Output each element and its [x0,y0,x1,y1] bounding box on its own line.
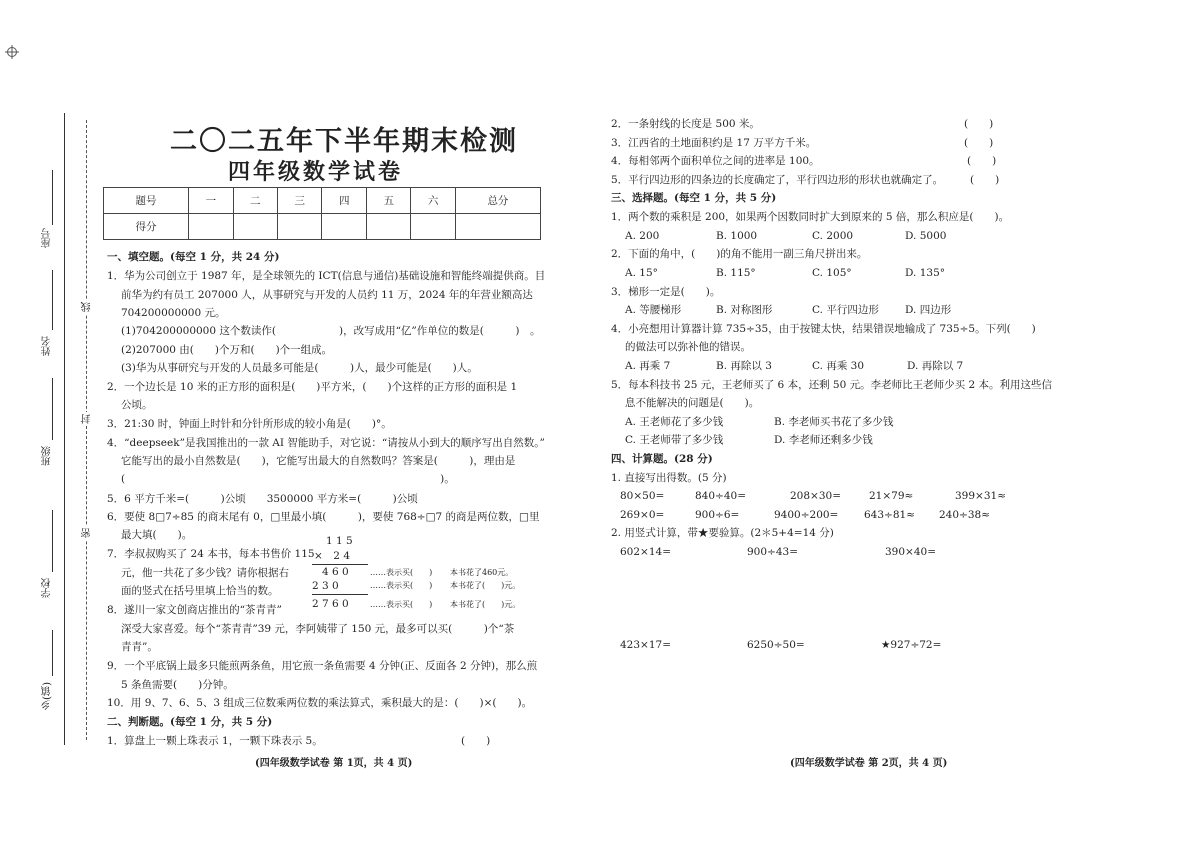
crosshair-icon [5,45,19,59]
choice-4-text: 的做法可以弥补他的错误。 [625,341,751,353]
vertical-calc-item: 602×14= [620,546,671,558]
score-table-header: 四 [322,188,366,214]
q10-text: 10．用 9、7、6、5、3 组成三位数乘两位数的乘法算式，乘积最大的是：( )×( )。 [107,697,533,709]
choice-2-option[interactable]: C. 105° [812,267,852,279]
judge-2-text: 2．一条射线的长度是 500 米。 [611,118,760,130]
choice-1-option[interactable]: D. 5000 [905,230,947,242]
section-1-title: 一、填空题。(每空 1 分，共 24 分) [107,251,280,263]
vertical-calc-row: 2 3 0 [312,580,339,592]
oral-calc-item: 643÷81≈ [864,509,915,521]
registration-mark [5,44,19,58]
oral-calc-item: 900÷6= [695,509,740,521]
seat-number-label: 座号 [42,228,53,248]
exam-subtitle: 四年级数学试卷 [228,159,404,185]
choice-2-option[interactable]: D. 135° [905,267,946,279]
vertical-calc-item: 423×17= [620,639,671,651]
school-blank [52,510,53,572]
vertical-calc-note: 本书花了( )元。 [450,581,521,590]
q1-text: 1．华为公司创立于 1987 年，是全球领先的 ICT(信息与通信)基础设施和智能终端提供商。目 [107,270,546,282]
vertical-calc-row: 4 6 0 [322,566,349,578]
class-blank [52,378,53,440]
score-table-header: 题号 [104,188,189,214]
choice-4-option[interactable]: A. 再乘 7 [625,360,671,372]
vertical-calc-item: ★927÷72= [881,639,942,651]
judge-3-text: 3．江西省的土地面积约是 17 万平方千米。 [611,137,817,149]
judge-4-answer-paren[interactable]: ( ) [967,155,997,167]
choice-5-option[interactable]: B. 李老师买书花了多少钱 [774,416,894,428]
score-row-label: 得分 [104,214,189,240]
exam-title: 二〇二五年下半年期末检测 [170,126,518,157]
score-cell[interactable] [189,214,233,240]
section-3-title: 三、选择题。(每空 1 分，共 5 分) [611,192,777,204]
vertical-calc-note: ……表示买( ) [370,581,433,590]
page-2-footer: (四年级数学试卷 第 2页，共 4 页) [790,758,948,769]
vertical-calc-note: 本书花了460元。 [450,568,514,577]
vertical-calc-row: 2 7 6 0 [312,598,349,610]
section-2-title: 二、判断题。(每空 1 分，共 5 分) [107,716,273,728]
oral-calc-item: 21×79≈ [869,490,914,502]
judge-3-answer-paren[interactable]: ( ) [964,137,994,149]
judge-4-text: 4．每相邻两个面积单位之间的进率是 100。 [611,155,820,167]
name-label: 姓名 [42,336,53,356]
choice-1-option[interactable]: A. 200 [625,230,660,242]
q9-text: 5 条鱼需要( )分钟。 [121,679,234,691]
oral-calc-item: 9400÷200= [774,509,839,521]
name-blank [52,270,53,330]
town-blank [52,630,53,676]
judge-5-text: 5．平行四边形的四条边的长度确定了，平行四边形的形状也就确定了。 [611,174,944,186]
q7-text: 元，他一共花了多少钱？请你根据右 [121,567,289,579]
score-cell[interactable] [411,214,455,240]
q5-text: 5．6 平方千米=( )公顷 3500000 平方米=( )公顷 [107,493,418,505]
choice-5-option[interactable]: A. 王老师花了多少钱 [625,416,724,428]
vertical-calc-row: × 2 4 [314,550,350,562]
calc-part-2-title: 2. 用竖式计算，带★要验算。(2＊5+4=14 分) [611,527,834,539]
choice-5-text: 5．每本科技书 25 元，王老师买了 6 本，还剩 50 元。李老师比王老师少买 2 本。利用这些信 [611,379,1052,391]
binding-mark-xian: 线 [82,302,93,312]
oral-calc-item: 269×0= [620,509,665,521]
vertical-calc-item: 390×40= [885,546,936,558]
binding-line-dashed [86,120,87,740]
vertical-calc-note: ……表示买( ) [370,600,433,609]
page-1-footer: (四年级数学试卷 第 1页，共 4 页) [255,758,413,769]
oral-calc-item: 399×31≈ [955,490,1006,502]
q7-text: 面的竖式在括号里填上恰当的数。 [121,585,279,597]
score-table-header: 六 [411,188,455,214]
score-cell[interactable] [455,214,540,240]
score-table-header: 一 [189,188,233,214]
q2-text: 2．一个边长是 10 米的正方形的面积是( )平方米，( )个这样的正方形的面积是 1 [107,381,518,393]
score-cell[interactable] [322,214,366,240]
choice-4-option[interactable]: B. 再除以 3 [716,360,772,372]
oral-calc-item: 80×50= [620,490,665,502]
q6-text: 最大填( )。 [121,529,193,541]
choice-3-option[interactable]: D. 四边形 [905,304,952,316]
choice-5-text: 息不能解决的问题是( )。 [625,397,760,409]
vertical-calc-rule [312,564,368,565]
choice-4-option[interactable]: D. 再除以 7 [907,360,964,372]
binding-mark-mi: 密 [82,528,93,538]
choice-5-option[interactable]: C. 王老师带了多少钱 [625,434,724,446]
vertical-calc-item: 900÷43= [747,546,798,558]
score-cell[interactable] [233,214,277,240]
vertical-calc-note: 本书花了( )元。 [450,600,521,609]
score-cell[interactable] [366,214,410,240]
q9-text: 9．一个平底锅上最多只能煎两条鱼，用它煎一条鱼需要 4 分钟(正、反面各 2 分钟)，那么煎 [107,660,538,672]
q6-text: 6．要使 8□7÷85 的商末尾有 0，□里最小填( )，要使 768÷□7 的商是两位数，□里 [107,511,540,523]
q3-text: 3．21:30 时，钟面上时针和分针所形成的较小角是( )°。 [107,418,392,430]
q1-text: 704200000000 元。 [121,307,226,319]
q1-text: 前华为约有员工 207000 人，从事研究与开发的人员约 11 万，2024 年的年营业额高达 [121,289,533,301]
score-cell[interactable] [278,214,322,240]
binding-line-outer [64,113,65,745]
choice-3-option[interactable]: A. 等腰梯形 [625,304,682,316]
town-label: 乡(镇) [42,682,53,710]
q7-text: 7．李叔叔购买了 24 本书，每本书售价 115 [107,548,315,560]
judge-1-text: 1．算盘上一颗上珠表示 1，一颗下珠表示 5。 [107,735,323,747]
score-table [103,187,541,240]
q2-text: 公顷。 [121,399,153,411]
choice-4-option[interactable]: C. 再乘 30 [812,360,865,372]
q1-sub-1: (1)704200000000 这个数读作( )，改写成用“亿”作单位的数是( ) 。 [121,325,541,337]
score-table-header: 总分 [455,188,540,214]
choice-1-text: 1．两个数的乘积是 200，如果两个因数同时扩大到原来的 5 倍，那么积应是( )。 [611,211,1010,223]
choice-2-option[interactable]: A. 15° [625,267,658,279]
choice-1-option[interactable]: B. 1000 [716,230,758,242]
score-table-header: 五 [366,188,410,214]
binding-mark-feng: 封 [82,414,93,424]
q4-text: 它能写出的最小自然数是( )，它能写出最大的自然数吗？答案是( )，理由是 [121,455,516,467]
q4-text: ( )。 [121,473,455,485]
q1-sub-2: (2)207000 由( )个万和( )个一组成。 [121,344,333,356]
vertical-calc-item: 6250÷50= [747,639,805,651]
judge-5-answer-paren[interactable]: ( ) [970,174,1000,186]
q1-sub-3: (3)华为从事研究与开发的人员最多可能是( )人，最少可能是( )人。 [121,362,478,374]
score-table-header: 三 [278,188,322,214]
choice-3-option[interactable]: C. 平行四边形 [812,304,879,316]
section-4-title: 四、计算题。(28 分) [611,453,713,465]
choice-5-option[interactable]: D. 李老师还剩多少钱 [774,434,873,446]
oral-calc-item: 240÷38≈ [939,509,990,521]
q8-text: 8．遂川一家文创商店推出的“茶青青” [107,604,282,616]
class-label: 班级 [42,446,53,466]
choice-1-option[interactable]: C. 2000 [812,230,854,242]
choice-3-text: 3．梯形一定是( )。 [611,286,721,298]
judge-2-answer-paren[interactable]: ( ) [964,118,994,130]
q8-text: 青青”。 [121,641,158,653]
vertical-calc-note: ……表示买( ) [370,568,433,577]
q4-text: 4．“deepseek”是我国推出的一款 AI 智能助手，对它说：“请按从小到大的顺序写出自然数。” [107,437,545,449]
choice-3-option[interactable]: B. 对称图形 [716,304,773,316]
vertical-calc-rule [312,594,368,595]
score-table-score-row [104,214,541,240]
calc-part-1-title: 1. 直接写出得数。(5 分) [611,472,727,484]
judge-1-answer-paren[interactable]: ( ) [461,735,491,747]
oral-calc-item: 840÷40= [695,490,746,502]
score-table-header: 二 [233,188,277,214]
choice-2-text: 2．下面的角中，( )的角不能用一副三角尺拼出来。 [611,248,868,260]
q8-text: 深受大家喜爱。每个“茶青青”39 元，李阿姨带了 150 元，最多可以买( )个“茶 [121,623,515,635]
choice-2-option[interactable]: B. 115° [716,267,756,279]
school-label: 学校 [42,578,53,598]
oral-calc-item: 208×30= [790,490,841,502]
vertical-calc-row: 1 1 5 [326,535,353,547]
score-table-header-row [104,188,541,214]
choice-4-text: 4．小亮想用计算器计算 735÷35，由于按键太快，结果错误地输成了 735÷5。下列( ) [611,323,1036,335]
seat-number-blank [52,170,53,225]
